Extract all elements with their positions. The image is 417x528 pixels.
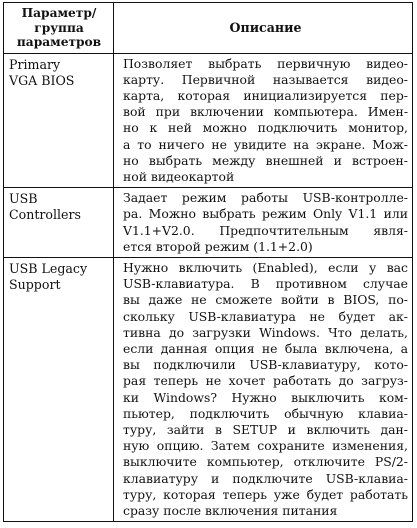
desc-line: V1.1+V2.0. Предпочтительным явля- xyxy=(123,222,408,238)
desc-line: ную опцию. Затем сохраните изменения, xyxy=(123,438,408,454)
desc-line: ется второй режим (1.1+2.0) xyxy=(123,238,313,254)
bios-parameters-table xyxy=(3,2,413,522)
header-line: группа xyxy=(34,20,84,35)
param-cell xyxy=(4,188,114,257)
header-line: параметров xyxy=(16,35,102,49)
desc-line: вы подключили USB-клавиатуру, кото- xyxy=(123,357,408,373)
param-line: Support xyxy=(9,277,61,293)
desc-line: сразу после включения питания xyxy=(123,502,338,518)
desc-line: ной видеокартой xyxy=(123,168,235,184)
desc-line: ра. Можно выбрать режим Only V1.1 или xyxy=(123,206,408,222)
param-line: USB xyxy=(9,191,38,207)
desc-line: но выбрать между внешней и встроен- xyxy=(123,152,408,168)
desc-line: скольку USB-клавиатура не будет ак- xyxy=(123,308,408,324)
param-line: USB Legacy xyxy=(9,260,88,276)
param-line: Primary xyxy=(9,56,61,72)
table-row xyxy=(4,258,412,521)
desc-line: рая теперь не хочет работать до загруз- xyxy=(123,373,408,389)
desc-line: но к ней можно подключить монитор, xyxy=(123,120,408,136)
desc-line: клавиатуру и подключите USB-клавиа- xyxy=(123,470,408,486)
desc-cell xyxy=(114,54,412,188)
desc-line: USB-клавиатура. В противном случае xyxy=(123,276,408,292)
desc-line: ки Windows? Нужно выключить ком- xyxy=(123,389,408,405)
param-column-header xyxy=(4,3,114,53)
desc-column-header: Описание xyxy=(229,19,302,35)
param-cell xyxy=(4,258,114,521)
desc-line: Задает режим работы USB-контролле- xyxy=(123,190,408,206)
desc-cell xyxy=(114,258,412,521)
desc-line: вой при включении компьютера. Имен- xyxy=(123,104,408,120)
desc-line: вы даже не сможете войти в BIOS, по- xyxy=(123,292,408,308)
param-line: Controllers xyxy=(9,207,81,223)
param-cell xyxy=(4,54,114,188)
desc-line: карта, которая инициализируется пер- xyxy=(123,87,408,103)
desc-line: а то ничего не увидите на экране. Мож- xyxy=(123,136,408,152)
desc-cell xyxy=(114,188,412,257)
desc-line: туру, которая теперь уже будет работать xyxy=(123,486,408,502)
table-header-row xyxy=(4,3,412,54)
desc-line: если данная опция не была включена, а xyxy=(123,340,408,356)
desc-line: туру, зайти в SETUP и включить дан- xyxy=(123,421,408,437)
desc-line: карту. Первичной называется видео- xyxy=(123,71,408,87)
header-line: Параметр/ xyxy=(21,6,97,20)
desc-line: тивна до загрузки Windows. Что делать, xyxy=(123,324,408,340)
desc-line: пьютер, подключить обычную клавиа- xyxy=(123,405,408,421)
desc-line: Позволяет выбрать первичную видео- xyxy=(123,55,408,71)
desc-line: Нужно включить (Enabled), если у вас xyxy=(123,259,408,275)
table-row xyxy=(4,54,412,189)
param-line: VGA BIOS xyxy=(9,72,75,88)
desc-line: выключите компьютер, отключите PS/2- xyxy=(123,454,408,470)
table-row xyxy=(4,188,412,258)
